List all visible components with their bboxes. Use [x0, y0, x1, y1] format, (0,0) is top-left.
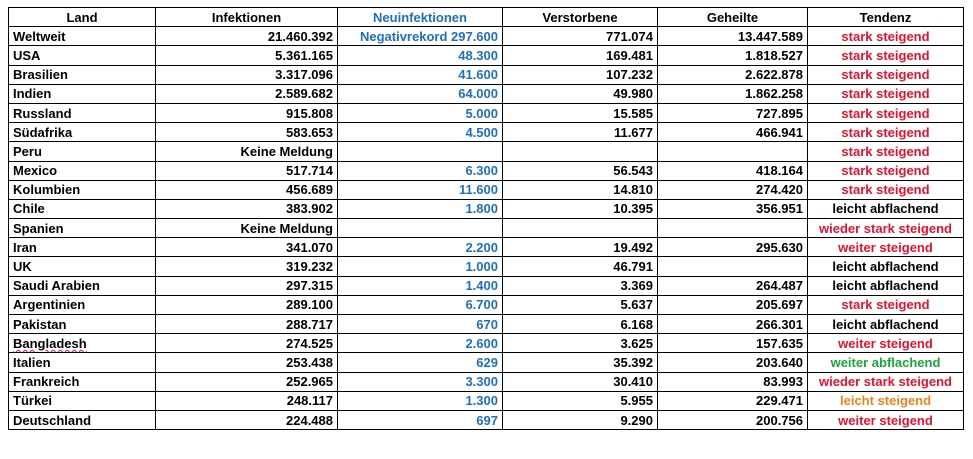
cell-land[interactable]: UK — [9, 257, 156, 276]
table-row — [9, 123, 964, 142]
cell-verstorbene[interactable]: 9.290 — [503, 410, 658, 429]
table-row — [9, 391, 964, 410]
cell-infektionen[interactable]: Keine Meldung — [156, 142, 338, 161]
cell-infektionen[interactable]: 252.965 — [156, 372, 338, 391]
cell-geheilte[interactable]: 203.640 — [658, 353, 808, 372]
cell-verstorbene[interactable]: 15.585 — [503, 103, 658, 122]
cell-geheilte[interactable]: 157.635 — [658, 334, 808, 353]
cell-geheilte[interactable] — [658, 219, 808, 238]
cell-verstorbene[interactable]: 46.791 — [503, 257, 658, 276]
cell-land[interactable]: Deutschland — [9, 410, 156, 429]
cell-tendenz[interactable]: stark steigend — [808, 295, 964, 314]
cell-infektionen[interactable]: Keine Meldung — [156, 219, 338, 238]
cell-tendenz[interactable]: wieder stark steigend — [808, 219, 964, 238]
cell-verstorbene[interactable] — [503, 142, 658, 161]
header-tendenz[interactable]: Tendenz — [808, 8, 964, 27]
cell-verstorbene[interactable] — [503, 219, 658, 238]
cell-neuinfektionen[interactable] — [338, 219, 503, 238]
cell-geheilte[interactable]: 83.993 — [658, 372, 808, 391]
cell-tendenz[interactable]: leicht abflachend — [808, 199, 964, 218]
cell-infektionen[interactable]: 289.100 — [156, 295, 338, 314]
cell-tendenz[interactable]: leicht steigend — [808, 391, 964, 410]
cell-verstorbene[interactable]: 107.232 — [503, 65, 658, 84]
cell-infektionen[interactable]: 319.232 — [156, 257, 338, 276]
cell-geheilte[interactable]: 418.164 — [658, 161, 808, 180]
cell-verstorbene[interactable]: 19.492 — [503, 238, 658, 257]
table-row — [9, 142, 964, 161]
table-row — [9, 315, 964, 334]
cell-verstorbene[interactable]: 771.074 — [503, 27, 658, 46]
header-neuinfektionen[interactable]: Neuinfektionen — [338, 8, 503, 27]
cell-tendenz[interactable]: leicht abflachend — [808, 276, 964, 295]
table-row — [9, 372, 964, 391]
cell-geheilte[interactable]: 200.756 — [658, 410, 808, 429]
cell-land[interactable]: USA — [9, 46, 156, 65]
cell-neuinfektionen[interactable]: 1.800 — [338, 199, 503, 218]
cell-verstorbene[interactable]: 49.980 — [503, 84, 658, 103]
cell-neuinfektionen[interactable]: Negativrekord 297.600 — [338, 27, 503, 46]
table-row — [9, 334, 964, 353]
table-row — [9, 65, 964, 84]
cell-land[interactable]: Russland — [9, 103, 156, 122]
cell-neuinfektionen[interactable] — [338, 142, 503, 161]
table-row — [9, 199, 964, 218]
cell-land[interactable]: Frankreich — [9, 372, 156, 391]
cell-infektionen[interactable]: 383.902 — [156, 199, 338, 218]
table-row — [9, 180, 964, 199]
cell-tendenz[interactable]: leicht abflachend — [808, 315, 964, 334]
cell-tendenz[interactable]: stark steigend — [808, 46, 964, 65]
header-land[interactable]: Land — [9, 8, 156, 27]
cell-geheilte[interactable]: 266.301 — [658, 315, 808, 334]
cell-neuinfektionen[interactable]: 2.200 — [338, 238, 503, 257]
table-row — [9, 295, 964, 314]
cell-infektionen[interactable]: 274.525 — [156, 334, 338, 353]
table-row — [9, 27, 964, 46]
cell-tendenz[interactable]: stark steigend — [808, 27, 964, 46]
cell-land[interactable]: Pakistan — [9, 315, 156, 334]
cell-land[interactable]: Indien — [9, 84, 156, 103]
table-row — [9, 161, 964, 180]
cell-verstorbene[interactable]: 5.955 — [503, 391, 658, 410]
cell-neuinfektionen[interactable]: 1.400 — [338, 276, 503, 295]
table-row — [9, 257, 964, 276]
cell-geheilte[interactable]: 13.447.589 — [658, 27, 808, 46]
cell-land[interactable]: Peru — [9, 142, 156, 161]
header-infektionen[interactable]: Infektionen — [156, 8, 338, 27]
cell-verstorbene[interactable]: 3.625 — [503, 334, 658, 353]
cell-tendenz[interactable]: stark steigend — [808, 123, 964, 142]
cell-land[interactable] — [9, 334, 156, 353]
cell-neuinfektionen[interactable]: 41.600 — [338, 65, 503, 84]
covid-table — [8, 7, 964, 430]
cell-geheilte[interactable]: 205.697 — [658, 295, 808, 314]
cell-geheilte[interactable]: 264.487 — [658, 276, 808, 295]
cell-infektionen[interactable]: 288.717 — [156, 315, 338, 334]
header-row — [9, 8, 964, 27]
cell-land[interactable]: Weltweit — [9, 27, 156, 46]
cell-geheilte[interactable] — [658, 142, 808, 161]
cell-verstorbene[interactable]: 169.481 — [503, 46, 658, 65]
cell-neuinfektionen[interactable]: 5.000 — [338, 103, 503, 122]
cell-neuinfektionen[interactable]: 2.600 — [338, 334, 503, 353]
table-row — [9, 238, 964, 257]
cell-neuinfektionen[interactable]: 629 — [338, 353, 503, 372]
cell-tendenz[interactable]: wieder stark steigend — [808, 372, 964, 391]
cell-verstorbene[interactable]: 6.168 — [503, 315, 658, 334]
cell-land[interactable]: Kolumbien — [9, 180, 156, 199]
cell-land[interactable]: Saudi Arabien — [9, 276, 156, 295]
cell-infektionen[interactable]: 297.315 — [156, 276, 338, 295]
cell-infektionen[interactable]: 2.589.682 — [156, 84, 338, 103]
cell-geheilte[interactable]: 274.420 — [658, 180, 808, 199]
cell-neuinfektionen[interactable]: 1.300 — [338, 391, 503, 410]
cell-infektionen[interactable]: 21.460.392 — [156, 27, 338, 46]
cell-tendenz[interactable]: leicht abflachend — [808, 257, 964, 276]
cell-verstorbene[interactable]: 35.392 — [503, 353, 658, 372]
cell-land[interactable]: Argentinien — [9, 295, 156, 314]
table-body — [9, 27, 964, 430]
cell-infektionen[interactable]: 915.808 — [156, 103, 338, 122]
cell-verstorbene[interactable]: 14.810 — [503, 180, 658, 199]
cell-tendenz[interactable]: weiter steigend — [808, 334, 964, 353]
cell-infektionen[interactable]: 248.117 — [156, 391, 338, 410]
cell-verstorbene[interactable]: 5.637 — [503, 295, 658, 314]
cell-infektionen[interactable]: 517.714 — [156, 161, 338, 180]
header-geheilte[interactable]: Geheilte — [658, 8, 808, 27]
cell-neuinfektionen[interactable]: 1.000 — [338, 257, 503, 276]
cell-tendenz[interactable]: stark steigend — [808, 180, 964, 199]
cell-geheilte[interactable]: 466.941 — [658, 123, 808, 142]
cell-verstorbene[interactable]: 3.369 — [503, 276, 658, 295]
cell-verstorbene[interactable]: 11.677 — [503, 123, 658, 142]
cell-geheilte[interactable]: 356.951 — [658, 199, 808, 218]
cell-tendenz[interactable]: stark steigend — [808, 84, 964, 103]
cell-tendenz[interactable]: stark steigend — [808, 142, 964, 161]
cell-geheilte[interactable]: 295.630 — [658, 238, 808, 257]
cell-land[interactable]: Brasilien — [9, 65, 156, 84]
header-verstorbene[interactable]: Verstorbene — [503, 8, 658, 27]
cell-neuinfektionen[interactable]: 697 — [338, 410, 503, 429]
table-row — [9, 46, 964, 65]
cell-geheilte[interactable]: 1.862.258 — [658, 84, 808, 103]
cell-tendenz[interactable]: weiter steigend — [808, 238, 964, 257]
table-row — [9, 219, 964, 238]
cell-neuinfektionen[interactable]: 64.000 — [338, 84, 503, 103]
cell-land-text: Bangladesh — [13, 335, 87, 351]
cell-infektionen[interactable]: 456.689 — [156, 180, 338, 199]
cell-infektionen[interactable]: 253.438 — [156, 353, 338, 372]
cell-land[interactable]: Spanien — [9, 219, 156, 238]
table-row — [9, 353, 964, 372]
cell-neuinfektionen[interactable]: 11.600 — [338, 180, 503, 199]
table-row — [9, 276, 964, 295]
table-row — [9, 84, 964, 103]
cell-neuinfektionen[interactable]: 6.700 — [338, 295, 503, 314]
cell-geheilte[interactable]: 229.471 — [658, 391, 808, 410]
cell-tendenz[interactable]: stark steigend — [808, 103, 964, 122]
cell-infektionen[interactable]: 341.070 — [156, 238, 338, 257]
cell-neuinfektionen[interactable]: 6.300 — [338, 161, 503, 180]
table-row — [9, 410, 964, 429]
cell-verstorbene[interactable]: 30.410 — [503, 372, 658, 391]
cell-verstorbene[interactable]: 56.543 — [503, 161, 658, 180]
cell-geheilte[interactable] — [658, 257, 808, 276]
cell-land[interactable]: Südafrika — [9, 123, 156, 142]
cell-neuinfektionen[interactable]: 48.300 — [338, 46, 503, 65]
cell-neuinfektionen[interactable]: 4.500 — [338, 123, 503, 142]
cell-tendenz[interactable]: weiter abflachend — [808, 353, 964, 372]
cell-tendenz[interactable]: weiter steigend — [808, 410, 964, 429]
cell-land[interactable]: Mexico — [9, 161, 156, 180]
cell-land[interactable]: Iran — [9, 238, 156, 257]
cell-land[interactable]: Chile — [9, 199, 156, 218]
cell-land[interactable]: Italien — [9, 353, 156, 372]
cell-geheilte[interactable]: 1.818.527 — [658, 46, 808, 65]
cell-infektionen[interactable]: 583.653 — [156, 123, 338, 142]
cell-neuinfektionen[interactable]: 670 — [338, 315, 503, 334]
cell-verstorbene[interactable]: 10.395 — [503, 199, 658, 218]
cell-infektionen[interactable]: 224.488 — [156, 410, 338, 429]
cell-tendenz[interactable]: stark steigend — [808, 65, 964, 84]
cell-infektionen[interactable]: 3.317.096 — [156, 65, 338, 84]
cell-neuinfektionen[interactable]: 3.300 — [338, 372, 503, 391]
cell-infektionen[interactable]: 5.361.165 — [156, 46, 338, 65]
cell-tendenz[interactable]: stark steigend — [808, 161, 964, 180]
cell-land[interactable]: Türkei — [9, 391, 156, 410]
cell-geheilte[interactable]: 2.622.878 — [658, 65, 808, 84]
table-row — [9, 103, 964, 122]
cell-geheilte[interactable]: 727.895 — [658, 103, 808, 122]
